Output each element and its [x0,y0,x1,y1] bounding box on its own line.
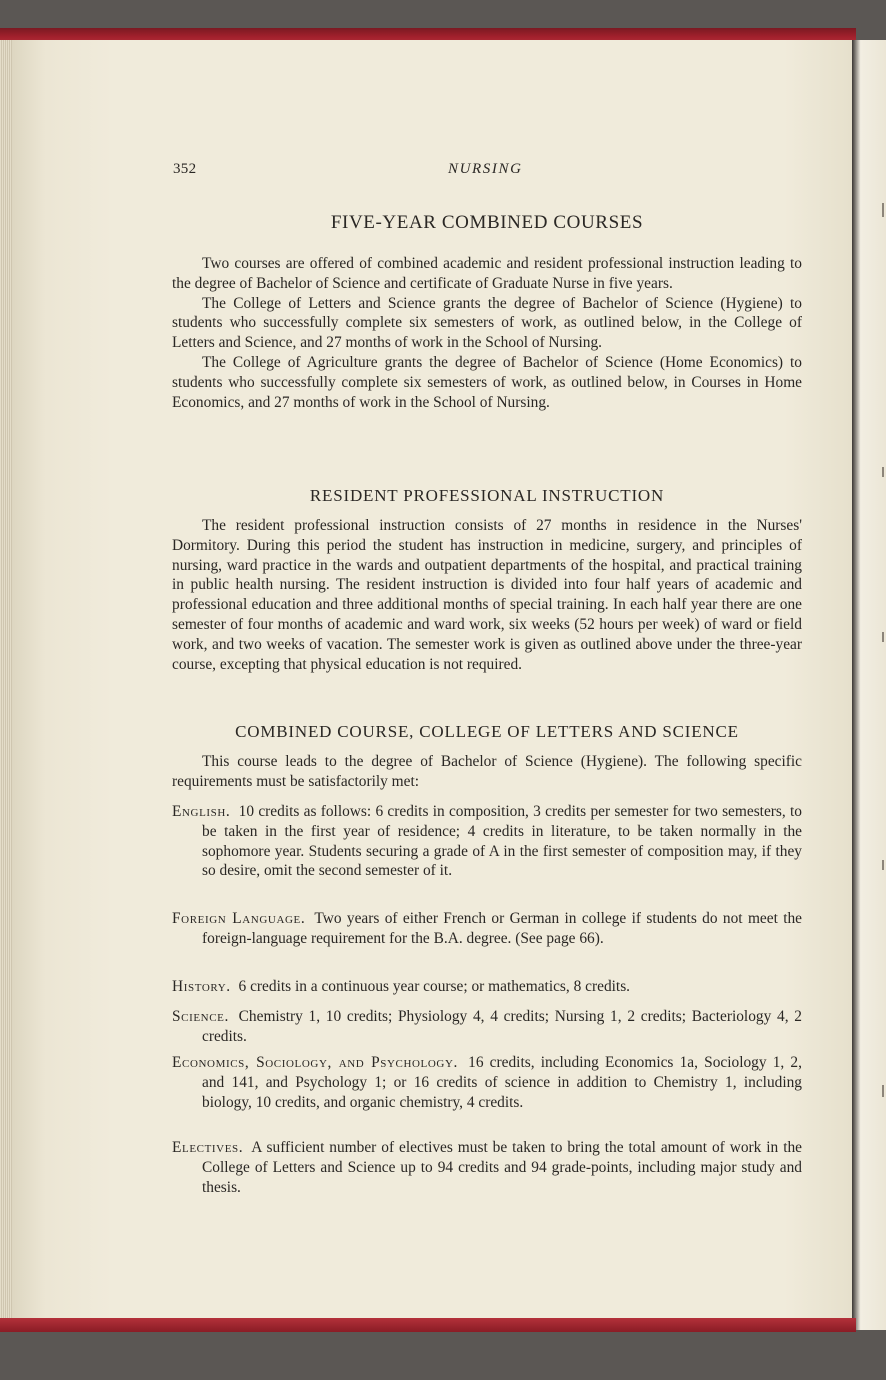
requirement-term: Electives. [172,1139,244,1156]
resident-body [172,516,802,674]
paragraph: Two courses are offered of combined academic and resident professional instruction leading to the degree of Bachelor of Science and certificate of Graduate Nurse in five years. [172,255,802,292]
page-number: 352 [173,161,197,177]
paragraph: This course leads to the degree of Bachelor of Science (Hygiene). The following specific requirements must be satisfactorily met: [172,753,802,790]
combined-intro [172,752,802,792]
requirement-text: A sufficient number of electives must be taken to bring the total amount of work in the College of Letters and Science up to 94 credits and 94 grade-points, including major study and thesis. [202,1139,803,1196]
book-page [12,40,852,1326]
paragraph: The resident professional instruction consists of 27 months in residence in the Nurses' Dormitory. During this period the student has instruction in medicine, surgery, and principles of nursing, ward practice in the wards and outpatient departments of the hospital, and practical training in public health nursing. The resident instruction is divided into four half years of academic and professional education and three additional months of special training. In each half year there are one semester of four months of academic and ward work, six weeks (52 hours per week) of ward or field work, and two weeks of vacation. The semester work is given as outlined above under the three-year course, excepting that physical education is not required. [172,517,802,673]
book-binding-bottom [0,1318,856,1332]
requirement-science [172,1007,802,1047]
requirement-text: Chemistry 1, 10 credits; Physiology 4, 4 credits; Nursing 1, 2 credits; Bacteriology 4, 2 credits. [202,1008,802,1045]
requirement-term: English. [172,803,231,820]
paragraph: The College of Agriculture grants the degree of Bachelor of Science (Home Economics) to students who successfully complete six semesters of work, as outlined below, in Courses in Home Economics, and 27 months of work in the School of Nursing. [172,353,802,411]
requirement-term: Science. [172,1008,229,1025]
requirement-text: 16 credits, including Economics 1a, Sociology 1, 2, and 141, and Psychology 1; or 16 credits of science in addition to Chemistry 1, including biology, 10 credits, and organic chemistry, 4 credits. [202,1054,802,1111]
five-year-body [172,254,802,412]
requirement-english [172,802,802,881]
requirement-text: 6 credits in a continuous year course; or mathematics, 8 credits. [238,978,631,995]
paragraph: The College of Letters and Science grants the degree of Bachelor of Science (Hygiene) to students who successfully complete six semesters of work, as outlined below, in the College of Letters and Science, and 27 months of work in the School of Nursing. [172,294,802,352]
requirement-economics-sociology-psychology [172,1053,802,1112]
requirement-foreign-language [172,909,802,949]
section-title-resident: RESIDENT PROFESSIONAL INSTRUCTION [309,486,665,505]
requirement-text: Two years of either French or German in college if students do not meet the foreign-language requirement for the B.A. degree. (See page 66). [202,910,803,947]
requirement-text: 10 credits as follows: 6 credits in composition, 3 credits per semester for two semesters, to be taken in the first year of residence; 4 credits in literature, to be taken normally in the sophomore year. Students securing a grade of A in the first semester of composition may, if they so desire, omit the second semester of it. [202,803,802,880]
requirement-electives [172,1138,802,1197]
running-head: NURSING [448,161,523,177]
section-title-five-year: FIVE-YEAR COMBINED COURSES [330,212,644,233]
requirement-term: Foreign Language. [172,910,306,927]
requirement-history [172,977,802,997]
facing-page-edge [852,40,886,1330]
requirement-term: History. [172,978,231,995]
section-title-combined: COMBINED COURSE, COLLEGE OF LETTERS AND SCIENCE [235,722,739,741]
requirement-term: Economics, Sociology, and Psychology. [172,1054,458,1071]
